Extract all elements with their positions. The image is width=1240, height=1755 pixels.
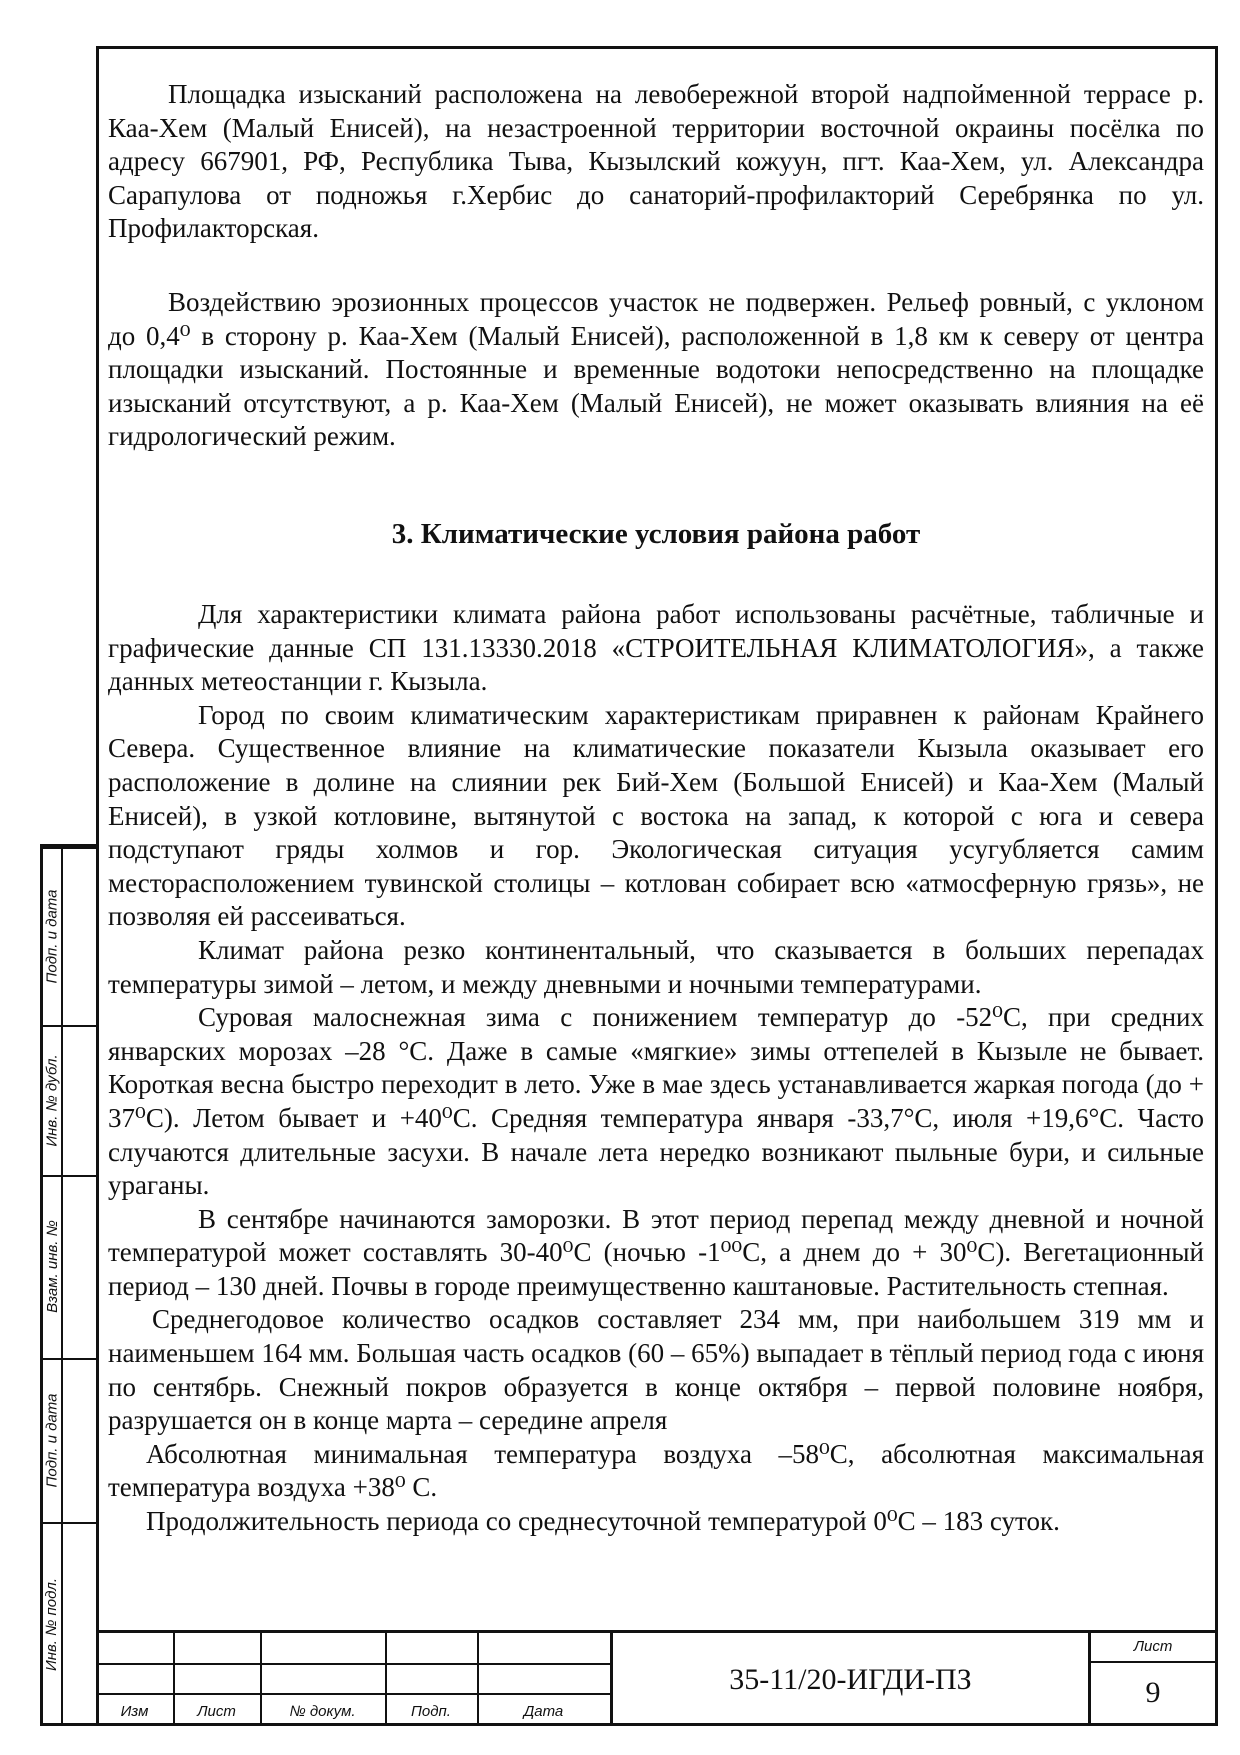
paragraph-precipitation: Среднегодовое количество осадков составляет 234 мм, при наибольшем 319 мм и наименьшем 164 мм. Большая часть осадков (60 – 65%) выпадает в тёплый период года с июня по сентябрь. Снежный покров образуется в конце октября – первой половине ноября, разрушается он в конце марта – середине апреля xyxy=(108,1304,1204,1436)
document-code: 35-11/20-ИГДИ-ПЗ xyxy=(610,1633,1088,1726)
margin-stamp-column xyxy=(40,844,96,1726)
title-block xyxy=(96,1630,1218,1726)
sheet-number: 9 xyxy=(1145,1676,1161,1709)
paragraph-city-location: Город по своим климатическим характеристикам приравнен к районам Крайнего Севера. Существенное влияние на климатические показатели Кызыла оказывает его расположение в долине на слиянии рек Бий-Хем (Большой Енисей) и Каа-Хем (Малый Енисей), в узкой котловине, вытянутой с востока на запад, к которой с юга и севера подступают гряды холмов и гор. Экологическая ситуация усугубляется самим месторасположением тувинской столицы – котлован собирает всю «атмосферную грязь», не позволяя ей рассеиваться. xyxy=(108,699,1204,932)
sheet-caption: Лист xyxy=(1091,1633,1215,1663)
paragraph-winter-summer: Суровая малоснежная зима с понижением температур до -52⁰С, при средних январских морозах –28 °С. Даже в самые «мягкие» зимы оттепелей в Кызыле не бывает. Короткая весна быстро переходит в лето. Уже в мае здесь устанавливается жаркая погода (до + 37⁰С). Летом бывает и +40⁰С. Средняя температура января -33,7°С, июля +19,6°С. Часто случаются длительные засухи. В начале лета нередко возникают пыльные бури, и сильные ураганы. xyxy=(108,1002,1204,1201)
section-heading: 3. Климатические условия района работ xyxy=(391,518,921,550)
paragraph-period-duration: Продолжительность периода со среднесуточной температурой 0⁰С – 183 суток. xyxy=(146,1506,1060,1537)
side-label-dup-inv: Инв. № дубл. xyxy=(43,1053,61,1147)
side-label-sign-date-2: Подп. и дата xyxy=(43,1393,61,1487)
revision-grid xyxy=(96,1633,610,1726)
paragraph-erosion-relief: Воздействию эрозионных процессов участок не подвержен. Рельеф ровный, с уклоном до 0,4⁰ в сторону р. Каа-Хем (Малый Енисей), расположенной в 1,8 км к северу от центра площадки изысканий. Постоянные и временные водотоки непосредственно на площадке изысканий отсутствуют, а р. Каа-Хем (Малый Енисей), не может оказывать влияния на её гидрологический режим. xyxy=(108,286,1204,452)
side-label-orig-inv: Инв. № подл. xyxy=(43,1577,61,1671)
paragraph-continental-climate: Климат района резко континентальный, что сказывается в больших перепадах температуры зимой – летом, и между дневными и ночными температурами. xyxy=(108,934,1204,999)
col-label-doc-no: № докум. xyxy=(289,1703,356,1720)
side-label-sign-date: Подп. и дата xyxy=(43,889,61,983)
col-label-date: Дата xyxy=(523,1703,564,1720)
sheet-box xyxy=(1088,1633,1215,1726)
paragraph-climate-sources: Для характеристики климата района работ использованы расчётные, табличные и графические данные СП 131.13330.2018 «СТРОИТЕЛЬНАЯ КЛИМАТОЛОГИЯ», а также данных метеостанции г. Кызыла. xyxy=(108,599,1204,697)
paragraph-site-location: Площадка изысканий расположена на левобережной второй надпойменной террасе р. Каа-Хем (Малый Енисей), на незастроенной территории восточной окраины посёлка по адресу 667901, РФ, Республика Тыва, Кызылский кожуун, пгт. Каа-Хем, ул. Александра Сарапулова от подножья г.Хербис до санаторий-профилакторий Серебрянка по ул. Профилакторская. xyxy=(108,79,1204,244)
paragraph-september-frost: В сентябре начинаются заморозки. В этот период перепад между дневной и ночной температурой может составлять 30-40⁰С (ночью -1⁰⁰С, а днем до + 30⁰С). Вегетационный период – 130 дней. Почвы в городе преимущественно каштановые. Растительность степная. xyxy=(108,1203,1204,1301)
body-text-climate xyxy=(108,598,1204,1539)
col-label-sign: Подп. xyxy=(411,1703,451,1720)
col-label-sheet: Лист xyxy=(197,1703,236,1720)
paragraph-absolute-temps: Абсолютная минимальная температура воздуха –58⁰С, абсолютная максимальная температура воздуха +38⁰ С. xyxy=(108,1438,1204,1503)
side-label-replace-inv: Взам. инв. № xyxy=(43,1220,61,1313)
col-label-rev: Изм xyxy=(120,1703,149,1720)
body-text-top xyxy=(108,78,1204,454)
